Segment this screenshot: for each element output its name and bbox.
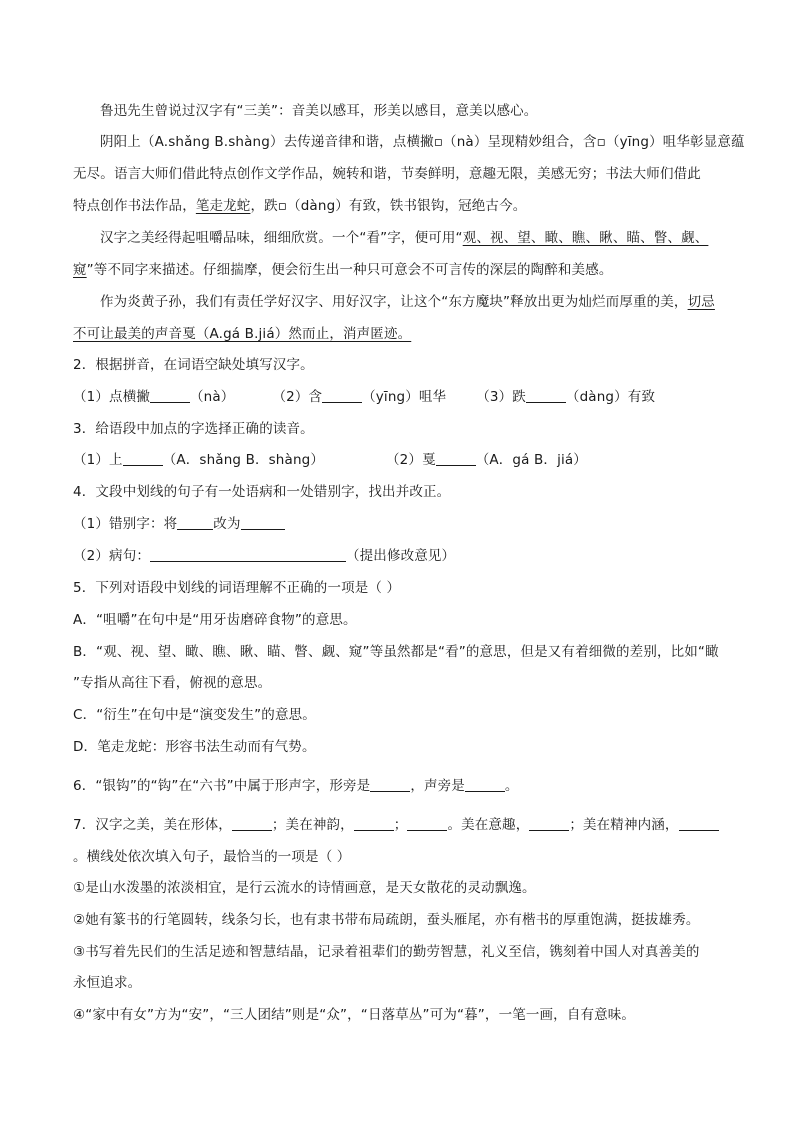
passage-paragraph-2-line-3 xyxy=(73,196,733,216)
underlined-sentence-cont: 不可让最美的声音戛（A.gá B.jiá）然而止，消声匿迹。 xyxy=(73,326,412,342)
passage-text: ，跌▫（dàng）有致，铁书银钩，冠绝古今。 xyxy=(250,198,527,214)
passage-paragraph-1: 鲁迅先生曾说过汉字有“三美”：音美以感耳，形美以感目，意美以感心。 xyxy=(100,103,538,119)
passage-text: 特点创作书法作品， xyxy=(73,198,196,214)
q2-item-3-label: （3）跌 xyxy=(476,389,526,405)
q6-text: ，声旁是 xyxy=(410,778,465,794)
question-2-items xyxy=(73,387,733,407)
question-4-item-1 xyxy=(73,514,733,534)
passage-paragraph-4-line-2 xyxy=(73,324,733,344)
q2-item-2-pinyin: （yīng）咀华 xyxy=(362,389,447,405)
q4-correct-char-blank[interactable] xyxy=(241,515,285,530)
question-3-items xyxy=(73,450,733,470)
q7-blank-4[interactable] xyxy=(529,816,569,831)
q7-text: ；美在精神内涵， xyxy=(569,817,679,833)
q7-text: 。美在意趣， xyxy=(447,817,530,833)
q4-sentence-fix-blank[interactable] xyxy=(150,547,346,562)
q3-item-1-label: （1）上 xyxy=(73,452,123,468)
question-7-option-3-line-1: ③书写着先民们的生活足迹和智慧结晶，记录着祖辈们的勤劳智慧，礼义至信，镌刻着中国人对真善美的 xyxy=(73,944,700,960)
q3-item-2-label: （2）戛 xyxy=(386,452,436,468)
q2-item-1-pinyin: （nà） xyxy=(190,389,235,405)
question-5-option-b-line-1[interactable]: B．“观、视、望、瞰、瞧、瞅、瞄、瞥、觑、窥”等虽然都是“看”的意思，但是又有着细微的差别，比如“瞰 xyxy=(73,644,719,660)
passage-text: 作为炎黄子孙，我们有责任学好汉字、用好汉字，让这个“东方魔块”释放出更为灿烂而厚重的美， xyxy=(100,294,688,310)
q2-item-1-blank[interactable] xyxy=(150,388,190,403)
question-5-option-c[interactable]: C．“衍生”在句中是“演变发生”的意思。 xyxy=(73,707,316,723)
question-2-stem: 2．根据拼音，在词语空缺处填写汉字。 xyxy=(73,357,314,373)
q3-item-1-blank[interactable] xyxy=(123,451,163,466)
q6-text: 6．“银钩”的“钩”在“六书”中属于形声字，形旁是 xyxy=(73,778,371,794)
underlined-phrase-bizoulongshe: 笔走龙蛇 xyxy=(195,198,251,214)
q4-item-1-change-to: 改为 xyxy=(213,516,241,532)
passage-paragraph-2-line-1: 阴阳上（A.shǎng B.shàng）去传递音律和谐，点横撇▫（nà）呈现精妙组合，含▫（yīng）咀华彰显意蕴 xyxy=(100,134,745,150)
q6-radical-blank[interactable] xyxy=(370,777,410,792)
q7-text: 7．汉字之美，美在形体， xyxy=(73,817,232,833)
question-4-item-2 xyxy=(73,546,733,566)
q7-blank-3[interactable] xyxy=(407,816,447,831)
underlined-look-words: 观、视、望、瞰、瞧、瞅、瞄、瞥、觑、 xyxy=(462,230,709,246)
question-7-option-2: ②她有篆书的行笔圆转，线条匀长，也有隶书带布局疏朗，蚕头雁尾，亦有楷书的厚重饱满，挺拔雄秀。 xyxy=(73,912,700,928)
q3-item-2-options: （A．gá B．jiá） xyxy=(475,452,587,468)
question-7-option-1: ①是山水泼墨的浓淡相宜，是行云流水的诗情画意，是天女散花的灵动飘逸。 xyxy=(73,880,536,896)
question-4-stem: 4．文段中划线的句子有一处语病和一处错别字，找出并改正。 xyxy=(73,484,451,500)
question-5-option-a[interactable]: A．“咀嚼”在句中是“用牙齿磨碎食物”的意思。 xyxy=(73,612,357,628)
q7-blank-5[interactable] xyxy=(679,816,719,831)
passage-paragraph-4-line-1 xyxy=(100,292,760,312)
q7-blank-1[interactable] xyxy=(232,816,272,831)
passage-paragraph-2-line-2: 无尽。语言大师们借此特点创作文学作品，婉转和谐，节奏鲜明，意趣无限，美感无穷；书法大师们借此 xyxy=(73,166,701,182)
passage-paragraph-3-line-1 xyxy=(100,228,760,248)
question-7-option-4: ④“家中有女”方为“安”，“三人团结”则是“众”，“日落草丛”可为“暮”，一笔一画，自有意味。 xyxy=(73,1007,636,1023)
question-7-option-3-line-2: 永恒追求。 xyxy=(73,975,142,991)
question-7-line-2: 。横线处依次填入句子，最恰当的一项是（ ） xyxy=(73,849,351,865)
q2-item-3-pinyin: （dàng）有致 xyxy=(565,389,656,405)
q6-phonetic-blank[interactable] xyxy=(465,777,505,792)
q3-item-2-blank[interactable] xyxy=(436,451,476,466)
q4-item-2-hint: （提出修改意见） xyxy=(346,548,456,564)
q2-item-3-blank[interactable] xyxy=(526,388,566,403)
q2-item-2-label: （2）含 xyxy=(272,389,323,405)
passage-paragraph-3-line-2 xyxy=(73,260,733,280)
q7-blank-2[interactable] xyxy=(354,816,394,831)
q4-wrong-char-blank[interactable] xyxy=(177,515,213,530)
q7-text: ； xyxy=(393,817,408,833)
q6-text: 。 xyxy=(504,778,519,794)
passage-text: ”等不同字来描述。仔细揣摩，便会衍生出一种只可意会不可言传的深层的陶醉和美感。 xyxy=(86,262,613,278)
question-3-stem: 3．给语段中加点的字选择正确的读音。 xyxy=(73,421,314,437)
q2-item-2-blank[interactable] xyxy=(322,388,362,403)
question-5-option-b-line-2: ”专指从高往下看，俯视的意思。 xyxy=(73,675,272,691)
q7-text: ；美在神韵， xyxy=(271,817,354,833)
question-6 xyxy=(73,776,733,796)
underlined-sentence: 切忌 xyxy=(687,294,715,310)
question-5-stem: 5．下列对语段中划线的词语理解不正确的一项是（ ） xyxy=(73,580,401,596)
q4-item-1-label: （1）错别字：将 xyxy=(73,516,178,532)
q4-item-2-label: （2）病句： xyxy=(73,548,150,564)
question-7-line-1 xyxy=(73,815,733,835)
passage-text: 汉字之美经得起咀嚼品味，细细欣赏。一个“看”字，便可用“ xyxy=(100,230,463,246)
q2-item-1-label: （1）点横撇 xyxy=(73,389,150,405)
question-5-option-d[interactable]: D．笔走龙蛇：形容书法生动而有气势。 xyxy=(73,739,316,755)
q3-item-1-options: （A．shǎng B．shàng） xyxy=(162,452,325,468)
underlined-look-words-cont: 窥 xyxy=(73,262,87,278)
